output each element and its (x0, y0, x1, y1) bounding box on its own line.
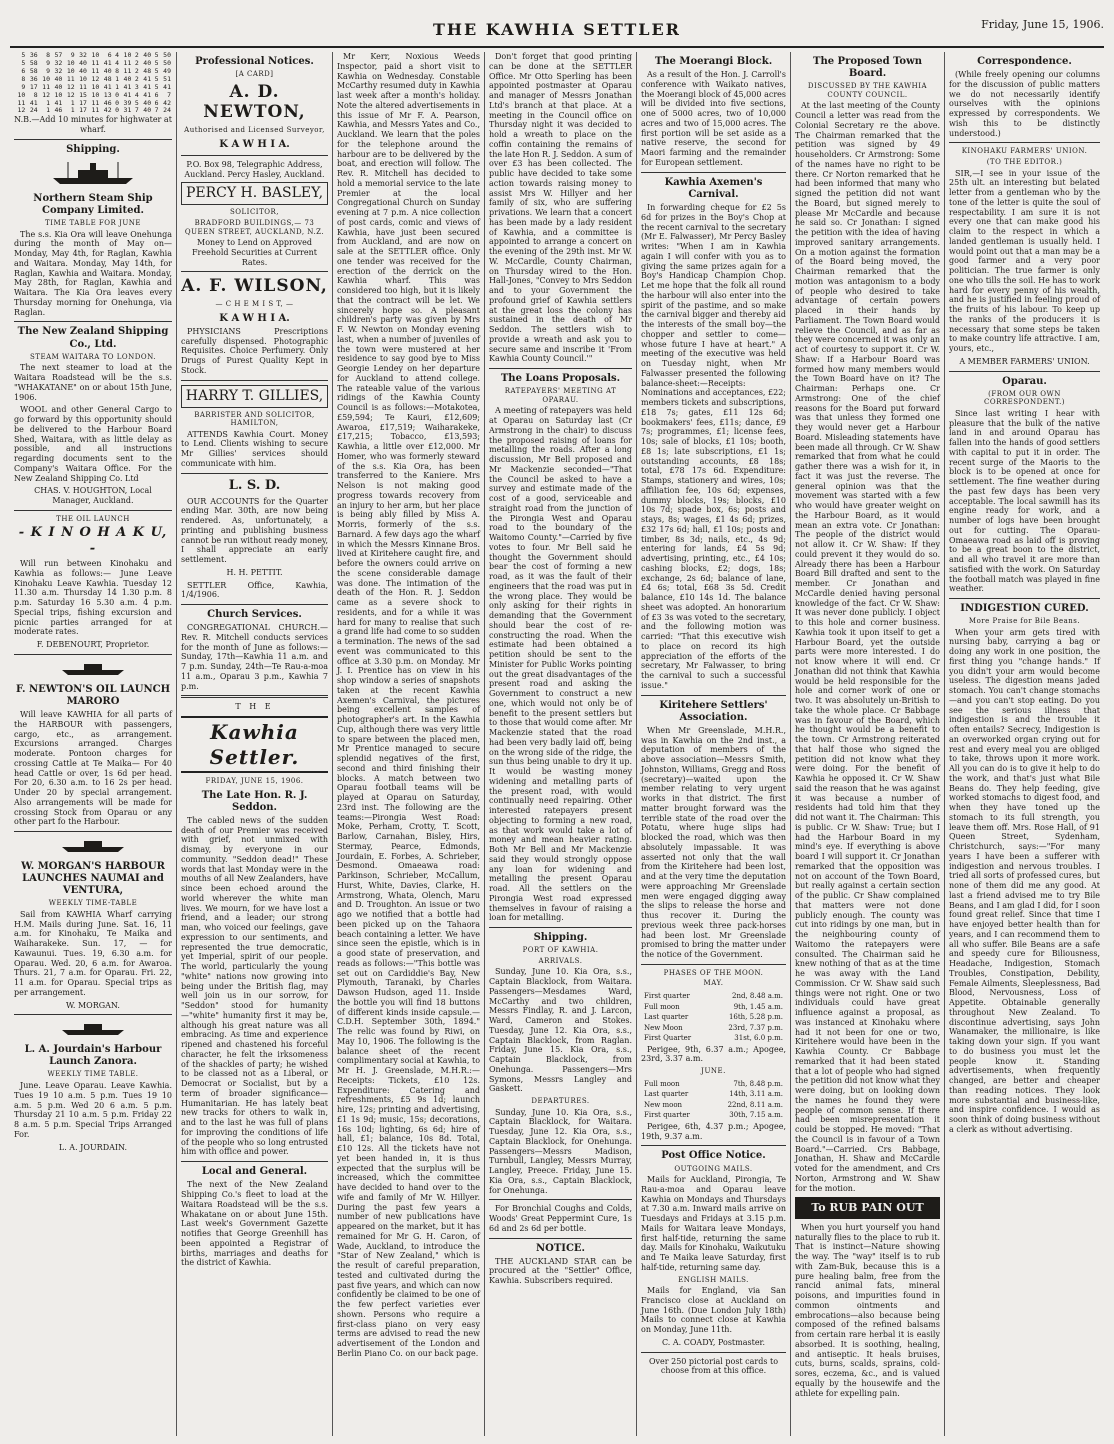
tide-cell: 12 (42, 90, 50, 99)
wilson-place: K A W H I A. (219, 312, 290, 324)
moon-may-note: Perigee, 9th, 6.37 a.m.; Apogee, 23rd, 3.37 a.m. (641, 1044, 786, 1064)
nss-title: Northern Steam Ship Company Limited. (33, 192, 153, 216)
tide-cell: 1 (46, 106, 50, 115)
tide-cell: 9 (70, 52, 75, 59)
moon-phase: Full moon (644, 1002, 680, 1011)
tide-cell: 8 (21, 74, 26, 83)
banner-title: Kawhia Settler. (181, 716, 328, 773)
loans-heading: The Loans Proposals. (500, 373, 621, 384)
tide-cell: 11 (42, 82, 50, 91)
nzs-body: The next steamer to load at the Waitara Roadstead will be the s.s. "WHAKATANE" on or about 15th June, 1906. (14, 363, 172, 402)
masthead-date: Friday, June 15, 1906. (981, 18, 1104, 31)
notice-heading: NOTICE. (535, 1242, 586, 1254)
tide-cell: 41 (143, 82, 152, 91)
nss-timetable: TIME TABLE FOR JUNE (45, 219, 141, 228)
tide-cell: 6 (154, 98, 159, 107)
correspondence-heading: Correspondence. (977, 56, 1072, 67)
steamship-icon (14, 160, 172, 189)
gillies-body: ATTENDS Kawhia Court. Money to Lend. Clients wishing to secure Mr Gillies' services should communicate with him. (181, 429, 328, 468)
wilson-line: — C H E M I S T, — (215, 300, 294, 309)
seddon-body: The cabled news of the sudden death of our Premier was received with grief, not unmixed with dismay, by everyone in our community. "Seddon dead!" These words that last Monday were in the mouths of all New Zealanders, have since been echoed around the world wherever the white man lives. We mourn, for we have lost a friend, and a leader; our strong man, who voiced our feelings, gave expression to our sentiments, and represented the true democratic, yet Imperial, spirit of our people. The world, particularly the young "white" nations now growing into being under the British flag, may well join us in our sorrow, for "Seddon" stood for humanity—"white" humanity first it may be, although his great nature was all embracing. As time and experience ripened and chastened his forceful character, he felt the irksomeness of the shackles of party; he wished to be classed not as a Liberal, or Democrat or Socialist, but by a term of broader significance—Humanitarian. He has lately beat new tracks for others to walk in, and to the last he was full of plans for improving the conditions of life of the people who so long entrusted him with office and power. (181, 815, 328, 1157)
morgan-title: W. MORGAN'S HARBOUR LAUNCHES NAUMAI and VENTURA, (21, 860, 165, 897)
moon-time: 7th, 8.48 p.m. (733, 1079, 783, 1088)
morgan-body: Sail from KAWHIA Wharf carrying H.M. Mails during June. Sat. 16, 11 a.m. for Kinohaku, Te Maika and Waiharakeke. Sun. 17, — for Kawaunui. Tues. 19, 6.30 a.m. for Oparau. Wed. 20, 6 a.m. for Awaroa. Thurs. 21, 7 a.m. for Oparau. Fri. 22, 11 a.m. for Oparau. Special trips as per arrangement. (14, 909, 172, 997)
tide-cell: 10 (79, 74, 87, 83)
nzs-sign: CHAS. V. HOUGHTON, Local Manager, Auckland. (34, 486, 152, 506)
moon-row (643, 1013, 784, 1022)
tide-cell: 9 (46, 58, 50, 67)
tide-cell: 40 (143, 98, 152, 107)
shipping-heading: Shipping. (66, 143, 120, 155)
tide-cell: 41 (163, 82, 171, 91)
tide-cell: 0 (115, 98, 120, 107)
column-1 (10, 52, 176, 1436)
column-3 (332, 52, 484, 1436)
oparau-body: Since last writing I hear with pleasure that the bulk of the native land in and around Oparau has fallen into the hands of good settlers with capital to put it in order. The recent surge of the Maoris to the block is to be opened at once for settlement. The fine weather during the past few days has been very acceptable. The local sawmill has its engine ready for work, and a number of logs have been brought out for cutting. The Oparau-Omaeawa road as laid off is proving to be a great boon to the district, and all who travel it are more than satisfied with the work. On Saturday the football match was played in fine weather. (949, 408, 1100, 594)
tide-cell: 0 (115, 106, 120, 115)
tide-cell: 5 (154, 52, 159, 59)
launch-body: Will run between Kinohaku and Kawhia as follows:— June Leave Kinohaku Leave Kawhia. Tuesday 12 11.30 a.m. Thursday 14 1.30 p.m. 8 p.m. Saturday 16 5.30 a.m. 4 p.m. Special trips, fishing excursion and picnic parties arranged for at moderate rates. (14, 559, 172, 637)
nzs-sub: STEAM WAITARA TO LONDON. (30, 352, 156, 361)
moon-phase: Last quarter (644, 1090, 689, 1099)
local-news-body: Mr Kerr, Noxious Weeds Inspector, paid a short visit to Kawhia on Wednesday. Constable McCarthy resumed duty in Kawhia last week after a month's holiday. Note the altered advertisements in this issue of Mr F. A. Pearson, Kawhia, and Messrs Yates and Co., Auckland. We learn that the poles for the telephone around the harbour are to be delivered by the boat, and erection will follow. The Rev. R. Mitchell has decided to hold a memorial service to the late Premier at the local Congregational Church on Sunday evening at 7 p.m. A nice collection of post cards, comic and views of Kawhia, have just been secured from Auckland, and are now on sale at the SETTLER office. Only one tender was received for the erection of the derrick on the Kawhia wharf. This was considered too high, but it is likely that the contract will be let. We sincerely hope so. A pleasant children's party was given by Mrs F. W. Newton on Monday evening last, when a number of juveniles of the town were mustered at her residence to say good bye to Miss Georgie Lendey on her departure for Auckland to attend college. The rateable value of the various ridings of the Kawhia County Council is as follows:—Motakotea, £59,594; Te Kauri, £12,609; Awaroa, £17,519; Waiharakeke, £17,215; Tobacco, £13,593; Kawhia, a little over £12,000. Mr Homer, who was formerly steward of the s.s. Kia Ora, has been transferred to the Kaniere. Mrs Nelson is not making good progress towards recovery from an injury to her arm, but her place is being ably filled by Miss A. Morris, formerly of the s.s. Barnard. A few days ago the wharf in which the Messrs Kinnane Bros. lived at Kiritehere caught fire, and before the owners could arrive on the scene considerable damage was done. The intimation of the death of the Hon. R. J. Seddon came as a severe shock to residents, and for a while it was hard for many to realise that such a grand life had come to so sudden a termination. The news of the sad event was communicated to this office at 3.30 p.m. on Monday. Mr J. I. Prentice has on view in his shop window a series of snapshots taken at the recent Kawhia Axemen's Carnival, the pictures being excellent samples of photographer's art. In the Kawhia Cup, although there was very little to spare between the placed men, Mr Prentice managed to secure splendid negatives of the first, second and third finishing their blocks. A match between two Oparau football teams will be played at Oparau on Saturday, 23rd inst. The following are the teams:—Pirongia West Road: Moke, Perham, Crotty, T. Scott, Barlow, Carnahan, Bisley, Hirs, Stermay, Pearce, Edmonds, Jourdain, E. Forbes, A. Schrieber, Desmond. Omaeawa road: Parkinson, Schrieber, McCallum, Hurst, White, Davies, Clarke, H. Armstrong, Whata, Olench, Maru and D. Troughton. An issue or two ago we notified that a bottle had been picked up on the Tahaora beach containing a letter. We have since seen the epistle, which is in a good state of preservation, and reads as follows:—"This bottle was set out on Cardiddie's Bay, New Plymouth, Taranaki, by Charles Dawson Hudson, aged 11. Inside the bottle you will find 18 buttons of different kinds inside capsule.—C.D.H. September 30th, 1894." The relic was found by Riwi, on May 10, 1906. The following is the balance sheet of the recent complimentary social at Kawhia, to Mr H. J. Greenslade, M.H.R.:—Receipts: Tickets, £10 12s. Expenditure: Catering and refreshments, £5 9s 1d; launch hire, 12s; printing and advertising, £1 1s 9d; music, 15s; decorations, 16s 10d; lighting, 6s 6d; hire of hall, £1; balance, 10s 8d. Total, £10 12s. All the tickets have not yet been handed in, it is thus expected that the surplus will be increased, which the committee have decided to hand over to the wife and family of Mr W. Hillyer. During the past few years a number of new publications have appeared on the market, but it has remained for Mr G. H. Caron, of Wade, Auckland, to introduce the "Star of New Zealand," which is the result of careful preparation, tested and cultivated during the past five years, and which can now confidently be claimed to be one of the few perfect varieties ever shown. Persons who require a first-class piano on very easy terms are advised to read the new advertisement of the London and Berlin Piano Co. on our back page. (337, 52, 481, 1358)
tide-cell: 41 (143, 90, 152, 99)
tide-cell: 10 (54, 90, 63, 99)
tide-cell: 10 (66, 58, 75, 67)
tide-cell: 6 (21, 66, 26, 75)
tide-cell: 41 (103, 58, 112, 67)
tide-cell: 10 (17, 90, 26, 99)
tide-cell: 6 (154, 90, 159, 99)
moon-june-label: JUNE. (701, 1067, 726, 1076)
tide-cell: 40 (103, 66, 112, 75)
zam-buk-headline: To RUB PAIN OUT (795, 1197, 940, 1218)
tide-cell: 46 (54, 106, 63, 115)
tide-cell: 8 (46, 52, 50, 59)
tide-cell: 57 (54, 52, 63, 59)
tide-cell: 11 (79, 82, 87, 91)
gillies-name: HARRY T. GILLIES, (181, 385, 328, 408)
tide-cell: 17 (79, 98, 87, 107)
tide-cell: 1 (46, 98, 50, 107)
nzs-title: The New Zealand Shipping Co., Ltd. (17, 326, 169, 350)
tide-cell: 32 (79, 52, 87, 59)
moon-row (643, 1080, 784, 1089)
post-heading: Post Office Notice. (661, 1150, 766, 1162)
english-mails-label: ENGLISH MAILS. (678, 1275, 749, 1284)
tide-cell: 6 (107, 52, 112, 59)
moon-row (643, 1101, 784, 1110)
tide-cell: 10 (91, 52, 100, 59)
kinohaku-body: SIR,—I see in your issue of the 25th ult. an interesting but belated letter from a gentleman who by the tone of the letter is quite the soul of respectability. I am sure it is not every one that can make good his claim to the respect in which a landed gentleman is usually held. I would point out that a man may be a good farmer and a very poor politician. The true farmer is only one who tills the soil. He has to work hard for every penny of his wealth, and he is justified in feeling proud of the fruits of his labour. To keep up the ranks of the producers it is necessary that some steps be taken to make country life attractive. I am, yours, etc., (949, 168, 1100, 353)
lsd-body: OUR ACCOUNTS for the Quarter ending Mar. 30th, are now being rendered. As, unfortunately, a printing and publishing business cannot be run without ready money, I shall appreciate an early settlement. (181, 496, 328, 565)
moon-phase: First quarter (644, 1111, 690, 1120)
tide-cell: 9 (21, 82, 26, 91)
newton-line: Authorised and Licensed Surveyor, (184, 126, 325, 135)
tide-cell: 41 (54, 98, 63, 107)
morgan-sub: WEEKLY TIME-TABLE (48, 899, 138, 908)
tide-cell: 1 (115, 74, 120, 83)
tide-cell: 17 (29, 82, 38, 91)
local-body: The next of the New Zealand Shipping Co.'s fleet to load at the Waitara Roadstead will be the s.s. Whakatane on or about June 15th. Last week's Government Gazette notifies that George Greenhill has been appointed a Registrar of births, marriages and deaths for the district of Kawhia. (181, 1180, 328, 1268)
lsd-office: SETTLER Office, Kawhia, 1/4/1906. (181, 580, 328, 600)
oparau-sub: (FROM OUR OWN CORRESPONDENT.) (983, 389, 1066, 407)
jourdain-body: June. Leave Oparau. Leave Kawhia. Tues 19 10 a.m. 5 p.m. Tues 19 10 a.m. 5 p.m. Wed 20 6 a.m. 5 p.m. Thursday 21 10 a.m. 5 p.m. Friday 22 8 a.m. 5 p.m. Special Trips Arranged For. (14, 1081, 172, 1139)
tide-cell: 41 (123, 90, 132, 99)
indigestion-body: When your arm gets tired with nursing baby, carrying a bag or doing any work in one position, the first thing you "change hands." If you didn't your arm would become useless. The digestion means jaded stomach. You can't change stomachs—and you can't stop eating. Do you see the serious illness that indigestion is and the trouble it often entails? Secrecy, Indigestion is an overworked organ crying out for rest and every meal you are obliged to take, throws upon it more work. All you can do is to give it help to do the work, and that's just what Bile Beans do. They help feeding, give worked stomachs to digest food, and when they have toned up the stomach to its full strength, you leave them off. Mrs. Rose Hall, of 91 Queen Street, Sydenham, Christchurch, says:—"For many years I have been a sufferer with indigestion and nervous troubles. I tried all sorts of professed cures, but none of them did me any good. At last a friend advised me to try Bile Beans, and I am glad I did, for I soon found great relief. Since that time I have enjoyed better health than for years, and I can recommend them to all who suffer. Bile Beans are a safe and speedy cure for Biliousness, Headache, Indigestion, Stomach Troubles, Constipation, Debility, Female Ailments, Sleeplessness, Bad Blood, Nervousness, Loss of Appetite. Obtainable generally throughout New Zealand. To discontinue advertising, says John Wanamaker, the millionaire, is like taking down your sign. If you want to do business you must let the people know it. Standing advertisements, when frequently changed, are better and cheaper than reading notices. They look more substantial and business-like, and inspire confidence. I would as soon think of doing business without a clerk as without advertising. (949, 627, 1100, 1134)
notice-body: THE AUCKLAND STAR can be procured at the "Settler" Office, Kawhia. Subscribers required. (489, 1256, 632, 1286)
tide-cell: 5 (134, 98, 139, 107)
tide-cell: 2 (134, 66, 139, 75)
zam-buk-body: When you hurt yourself you hand naturally flies to the place to rub it. That is instinct—Nature showing the way. The "way" itself is to rub with Zam-Buk, because this is a pure healing balm, free from the rancid animal fats, mineral poisons, and impurities found in common ointments and embrocations—also because being composed of the refined balsams from certain rare herbal it is easily absorbed. It is soothing, healing, and antiseptic. It heals bruises, cuts, burns, scalds, sprains, cold-sores, eczema, &c., and is valued equally by the housewife and the athlete for expelling pain. (795, 1222, 940, 1398)
tide-cell: 5 (154, 82, 159, 91)
tide-cell: 10 (91, 90, 100, 99)
column-6 (790, 52, 944, 1436)
post-sub: OUTGOING MAILS. (674, 1164, 753, 1173)
news-top-body: Don't forget that good printing can be done at the SETTLER Office. Mr Otto Sperling has been appointed postmaster at Oparau and manager of Messrs Jonathan Ltd's branch at that place. At a meeting in the Council office on Thursday night it was decided to hold a wreath to place on the coffin containing the remains of the late Hon R. J. Seddon. A sum of over £3 has been collected. The public have decided to take some action towards raising money to assist Mrs W. Hillyer and her family of six, who are suffering privations. We learn that a concert has been made by a lady resident of Kawhia, and a committee is appointed to arrange a concert on the evening of the 29th inst. Mr W. W. McCardle, County Chairman, on Thursday wired to the Hon. Hall-Jones, "Convey to Mrs Seddon and to your Government the profound grief of Kawhia settlers at the great loss the colony has sustained in the death of Mr Seddon. The settlers wish to provide a wreath and ask you to secure same and inscribe it 'From Kawhia County Council.'" (489, 52, 632, 364)
column-5 (636, 52, 790, 1436)
tide-cell: 40 (79, 58, 87, 67)
moon-phase: New moon (644, 1100, 683, 1109)
tide-table (14, 52, 172, 115)
tide-cell: 12 (66, 82, 75, 91)
tide-cell: 4 (134, 90, 139, 99)
moon-time: 2nd, 8.48 a.m. (732, 992, 783, 1000)
tide-cell: 40 (123, 74, 132, 83)
tide-cell: 8 (115, 66, 120, 75)
basley-address: BRADFORD BUILDINGS,— 73 QUEEN STREET, AUCKLAND, N.Z. (184, 219, 325, 236)
kiritehere-body: When Mr Greenslade, M.H.R., was in Kawhia on the 2nd inst., a deputation of members of the above association—Messrs Smith, Johnston, Williams, Gregg and Ross (secretary)—waited upon the member relating to very urgent works in that district. The first matter brought forward was the terrible state of the road over the Potatu, where huge slips had blocked the road, which was then absolutely impassable. It was asserted not only that the wall from the Kiritehere had been lost, and at the very time the deputation were approaching Mr Greenslade men were engaged digging away the slips to release the horse and thus recover it. During the previous week three pack-horses had been lost. Mr Greenslade promised to bring the matter under the notice of the Government. (641, 725, 786, 960)
town-board-heading: The Proposed Town Board. (813, 56, 922, 80)
basley-line: SOLICITOR, (230, 208, 279, 217)
tide-cell: 15 (79, 90, 87, 99)
moon-time: 23rd, 7.37 p.m. (728, 1023, 783, 1032)
lsd-title: L. S. D. (228, 477, 281, 493)
tide-cell: 5 (21, 58, 26, 67)
column-4 (484, 52, 636, 1436)
loans-body: A meeting of ratepayers was held at Oparau on Saturday last (Cr Armstrong in the chair) to discuss the proposed raising of loans for metalling the roads. After a long discussion, Mr Bell proposed and Mr Mackenzie seconded—"That the Council be asked to have a survey and estimate made of the cost of a good, serviceable and straight road from the junction of the Pirongia West and Oparau road to the boundary of the Waitomo County."—Carried by five votes to four. Mr Bell said he thought the Government should bear the cost of forming a new road, as it was the fault of their engineers that the road was put in the wrong place. They would be only asking for their rights in demanding that the Government should bear the cost of re-constructing the road. When the estimate had been obtained a petition should be sent to the Minister for Public Works pointing out the great disadvantages of the present road and asking the Government to construct a new one, which would not only be of benefit to the present settlers but to those that would come after. Mr Mackenzie stated that the road had been very badly laid off, being on the wrong side of the ridge, the sun thus being unable to dry it up. It would be wasting money widening and metalling parts of the present road, with would continually need repairing. Other interested ratepayers present objecting to forming a new road, as that work would take a lot of money and mean heavier rating. Both Mr Bell and Mr Mackenzie said they would strongly oppose any loan for widening and metalling the present Oparau road. All the settlers on the Pirongia West road expressed themselves in favour of raising a loan for metalling. (489, 406, 632, 923)
post-sign: C. A. COADY, Postmaster. (661, 1337, 766, 1347)
moon-phase: New Moon (644, 1023, 683, 1032)
launch-icon (14, 659, 172, 680)
tide-cell: 11 (123, 58, 132, 67)
church-heading: Church Services. (207, 609, 302, 621)
tide-cell: 4 (115, 52, 120, 59)
basley-money: Money to Lend on Approved Freehold Securities at Current Rates. (192, 238, 317, 267)
local-heading: Local and General. (201, 1166, 308, 1178)
arrivals-body: Sunday, June 10. Kia Ora, s.s., Captain Blacklock, from Waitara. Passengers—Mesdames Ward, McCarthy and two children, Messrs Findlay, R. and J. Larcon, Ward, Cameron and Stokes. Tuesday, June 12. Kia Ora, s.s., Captain Blacklock, from Raglan. Friday, June 15. Kia Ora, s.s., Captain Blacklock, from Onehunga. Passengers—Mrs Symons, Messrs Langley and Gaskett. (489, 967, 632, 1094)
tide-cell: 42 (163, 98, 171, 107)
launch-title: THE OIL LAUNCH (56, 514, 130, 523)
tide-cell: 2 (134, 74, 139, 83)
masthead-title: THE KAWHIA SETTLER (433, 20, 681, 39)
moon-phase: First quarter (644, 992, 690, 1000)
tide-cell: 5 (154, 66, 159, 75)
jourdain-sub: WEEKLY TIME TABLE. (47, 1070, 139, 1079)
tide-cell: 10 (123, 52, 132, 59)
tide-cell: 41 (123, 82, 132, 91)
tide-cell: 32 (54, 58, 63, 67)
jourdain-title: L. A. Jourdain's Harbour Launch Zanora. (24, 1044, 162, 1068)
moon-row (643, 1024, 784, 1033)
kiritehere-heading: Kiritehere Settlers' Association. (659, 699, 768, 723)
tide-cell: 31 (123, 106, 132, 115)
shipping-heading-2: Shipping. (533, 932, 588, 943)
coughs-ad: For Bronchial Coughs and Colds, Woods' Great Peppermint Cure, 1s 6d and 2s 6d per bottle. (489, 1204, 632, 1233)
tide-cell: 13 (103, 90, 112, 99)
tide-cell: 10 (66, 66, 75, 75)
card-label: [A CARD] (235, 70, 274, 79)
tide-cell: 7 (167, 90, 171, 99)
wilson-name: A. F. WILSON, (181, 276, 328, 297)
moon-heading: PHASES OF THE MOON. (663, 968, 764, 977)
column-2 (176, 52, 332, 1436)
tide-cell: 24 (29, 106, 38, 115)
oparau-heading: Oparau. (1002, 375, 1047, 387)
moeranga-body: As a result of the Hon. J. Carroll's conference with Waikato natives, the Moerangi block of 45,000 acres will be divided into five sections, one of 5000 acres, two of 10,000 acres and two of 15,000 acres. The first portion will be set aside as a native reserve, the second for Maori farming and the remainder for European settlement. (641, 70, 786, 167)
basley-name: PERCY H. BASLEY, (181, 182, 328, 205)
tide-cell: 5 (154, 58, 159, 67)
departures-body: Sunday, June 10. Kia Ora, s.s., Captain Blacklock, for Waitara. Tuesday, June 12. Kia Ora, s.s., Captain Blacklock, for Onehunga. Passengers—Messrs Madison, Turnbull, Langley, Messrs Murray, Langley, Preece. Friday, June 15. Kia Ora, s.s., Captain Blacklock, for Onehunga. (489, 1107, 632, 1195)
tide-cell: 11 (91, 58, 100, 67)
post-body: Mails for Auckland, Pirongia, Te Rau-a-moa and Oparau leave Kawhia on Mondays and Thursdays at 7.30 a.m. Inward mails arrive on Tuesdays and Fridays at 3.15 p.m. Mails for Waitara leave Mondays, first half-tide, returning the same day. Mails for Kinohaku, Waikutuku and Te Maika leave Saturday, first half-tide, returning same day. (641, 1175, 786, 1272)
tide-cell: 11 (91, 66, 100, 75)
tide-cell: 46 (103, 98, 112, 107)
axemen-body: In forwarding cheque for £2 5s 6d for prizes in the Boy's Chop at the recent carnival to the secretary (Mr E. Falwasser), Mr Percy Basley writes: "When I am in Kawhia again I will confer with you as to giving the same prizes again for a Boy's Handicap Champion Chop. Let me hope that the folk all round the harbour will also enter into the spirit of the pastime, and so make the carnival bigger and thereby aid the interests of the small boy—the chopper and settler to come—whose future I have at heart." A meeting of the executive was held on Tuesday night, when Mr Falwasser presented the following balance-sheet:—Receipts: Nominations and acceptances, £22; members tickets and subscriptions, £18 7s; gates, £11 12s 6d; bookmakers' fees, £11s; dance, £9 7s; programmes, £1; license fees, 10s; sale of blocks, £1 10s; booth, £8 1s; late subscriptions, £1 1s; outstanding accounts, £8 18s; total, £78 17s 6d. Expenditure: Stamps, stationery and wires, 10s; affiliation fee, 10s 6d; expenses, dummy blocks, 19s; blocks, £10 10s 7d; spade box, 6s; posts and stays, 8s; wages, £1 4s 6d; prizes, £32 17s 6d; hall, £1 10s; posts and timber, 8s 3d; nails, etc., 4s 9d; entering for lands, £4 5s 9d; advertising, printing, etc., £4 10s; cashing blocks, £2; dogs, 18s; exchange, 2s 6d; balance of lane, £4 6s; total, £68 3s 5d. Credit balance, £10 14s 1d. The balance sheet was adopted. An honorarium of £3 3s was voted to the secretary, and the following motion was carried: "That this executive wish to place on record its high appreciation of the efforts of the secretary, Mr Falwasser, to bring the carnival to such a successful issue." (641, 203, 786, 690)
tide-cell: 1 (115, 82, 120, 91)
moon-time: 31st, 6.0 p.m. (734, 1034, 783, 1043)
tide-cell: 42 (103, 106, 112, 115)
english-mails-body: Mails for England, via San Francisco close at Auckland on June 16th. (Due London July 18th) Mails to connect close at Kawhia on Monday, June 11th. (641, 1286, 786, 1335)
indigestion-heading: INDIGESTION CURED. (960, 603, 1089, 614)
moon-may-label: MAY. (703, 979, 724, 988)
tide-cell: 11 (91, 98, 100, 107)
moon-time: 9th, 1.45 a.m. (733, 1002, 783, 1011)
moon-phase: Last quarter (644, 1013, 689, 1022)
moon-time: 30th, 7.15 a.m. (729, 1111, 783, 1120)
seddon-heading: The Late Hon. R. J. Seddon. (201, 789, 308, 813)
moon-time: 16th, 5.28 p.m. (728, 1013, 783, 1022)
tide-cell: 12 (17, 106, 26, 115)
tide-cell: 11 (66, 74, 75, 83)
newton-launch-body: Will leave KAWHIA for all parts of the HARBOUR with passengers, cargo, etc., as arrangement. Excursions arranged. Charges moderate. Pontoon charges for crossing Cattle at Te Maika— For 40 head Cattle or over, 1s 6d per head. For 20, 6.30 a.m. to 16 2s per head. Under 20 by special arrangement. Also arrangements will be made for crossing Stock from Oparau or any other part fo the Harbour. (14, 710, 172, 827)
masthead (10, 8, 1104, 48)
kinohaku-to: (TO THE EDITOR.) (986, 157, 1063, 166)
tide-cell: 50 (163, 58, 171, 67)
kinohaku-heading: KINOHAKU FARMERS' UNION. (961, 147, 1088, 156)
port-label: PORT OF KAWHIA. (522, 946, 599, 955)
launch-sign: F. DEBENOURT, Proprietor. (36, 640, 150, 650)
tide-cell: 48 (103, 74, 112, 83)
nss-body: The s.s. Kia Ora will leave Onehunga during the month of May on— Monday, May 4th, for Raglan, Kawhia and Waitara. Monday, May 14th, for Raglan, Kawhia and Waitara. Monday, May 28th, for Raglan, Kawhia and Waitara. The Kia Ora leaves every Thursday morning for Onehunga, via Raglan. (14, 229, 172, 317)
correspondence-note: (While freely opening our columns for the discussion of public matters we do not necessarily identify ourselves with the opinions expressed by correspondents. We wish this to be distinctly understood.) (949, 70, 1100, 138)
indigestion-sub: More Praise for Bile Beans. (968, 617, 1081, 626)
tide-cell: 5 (154, 74, 159, 83)
tide-cell: 11 (17, 98, 26, 107)
tide-cell: 2 (134, 58, 139, 67)
tide-cell: 10 (91, 82, 100, 91)
tide-cell: 40 (143, 52, 152, 59)
tide-cell: 1 (70, 98, 75, 107)
banner-the: T H E (235, 702, 274, 712)
column-7 (944, 52, 1104, 1436)
moon-row (643, 1034, 784, 1043)
moon-time: 14th, 3.11 a.m. (729, 1090, 783, 1099)
newton-place: K A W H I A. (219, 138, 290, 150)
tide-cell: 40 (54, 82, 63, 91)
tide-cell: 40 (54, 74, 63, 83)
tide-cell: 36 (29, 74, 38, 83)
tide-cell: 17 (79, 106, 87, 115)
tide-cell: 11 (91, 106, 100, 115)
tide-cell: 41 (103, 82, 112, 91)
tide-cell: 51 (163, 74, 171, 83)
tide-cell: 58 (29, 58, 38, 67)
newspaper-page (10, 8, 1104, 1436)
town-board-sub: DISCUSSED BY THE KAWHIA COUNTY COUNCIL. (807, 82, 928, 99)
newton-address: P.O. Box 98, Telegraphic Address, Auckland. Percy Hasley, Auckland. (184, 159, 325, 179)
tide-cell: 1 (70, 106, 75, 115)
moon-june-table (641, 1078, 786, 1122)
gillies-line: BARRISTER AND SOLICITOR, HAMILTON, (194, 410, 315, 428)
kinohaku-sign: A MEMBER FARMERS' UNION. (959, 356, 1090, 366)
tide-cell: 2 (134, 52, 139, 59)
tide-cell: 10 (42, 74, 50, 83)
professional-heading: Professional Notices. (195, 56, 314, 67)
tide-cell: 7 (134, 106, 139, 115)
loans-sub: RATEPAYERS' MEETING AT OPARAU. (504, 387, 617, 404)
arrivals-label: ARRIVALS. (538, 956, 583, 965)
tide-cell: 8 (33, 90, 38, 99)
town-board-body: At the last meeting of the County Council a letter was read from the Colonial Secretary re the above. The Chairman remarked that the petition was signed by 49 householders. Cr Armstrong: Some of the names have no right to be there. Cr Norton remarked that he had been informed that many who signed the petition did not want the Board, but signed merely to please Mr McCardle and because he said so. Cr Jonathan: I signed the petition with the idea of having improved sanitary arrangements. On a motion against the formation of the Board being moved, the Chairman remarked that the motion was antagonism to a body of people who desired to take advantage of certain powers placed in their hands by Parliament. The Town Board would relieve the Council, and as far as they were concerned it was only an act of courtesy to support it. Cr W. Shaw: If a Harbour Board was formed how many members would the Town Board have on it? The Chairman: Perhaps one. Cr Armstrong: One of the chief reasons for the Board put forward was that unless they formed one they would never get a Harbour Board. Misleading statements have been made all through. Cr W. Shaw remarked that from what he could gather there was a wish for it, in fact it was just the reverse. The general opinion was that the movement was started with a few who would have greater weight on the Harbour Board, as it would mean an extra vote. Cr Jonathan: The people of the district would not allow it. Cr W. Shaw: If they could prevent it they would do so. Already there has been a Harbour Board Bill drafted and sent to the member. Cr Jonathan and McCardle denied having personal knowledge of the fact. Cr W. Shaw: It was never done publicly. I object to this hole and corner business. Kawhia took it upon itself to get a Harbour Board, yet the outside parts were more interested. I do not know where it will end. Cr Jonathan did not think that Kawhia would be held responsible for the hole and corner work of one or two. It was absolutely un-British to take the whole place. Cr Babbage was in favour of the Board, which he thought would be a benefit to the town. Cr Armstrong reiterated that half those who signed the petition did not know what they were doing. For the benefit of Kawhia he opposed it. Cr W. Shaw said the reason that he was against it was because a number of residents had told him that they did not want it. The Chairman: This is public. Cr W. Shaw: True; but I had the Harbour Board in my mind's eye. If everything is above board I will support it. Cr Jonathan remarked that the opposition was not on account of the Town Board, but really against a certain section of the public. Cr Shaw complained that matters were not done publicly enough. The county was cut into ridings by one man, but in the neighbouring county of Waitomo the ratepayers were consulted. The Chairman said he knew nothing of that as at the time he was away with the Land Commission. Cr W. Shaw said such things were not right. One or two individuals could have great influence against a proposal, as was instanced at Kinohaku where had it not been for one or two, Kiritehere would have been in the Kawhia County. Cr Babbage remarked that it had been stated that a lot of people who had signed the petition did not know what they were doing, but on looking down the names he found they were people of common sense. If there had been misrepresentation it could be stopped. He moved: "That the Council is in favour of a Town Board."—Carried. Crs Babbage, Jonathan, H. Shaw and McCardle voted for the amendment, and Crs Norton, Armstrong and W. Shaw for the motion. (795, 101, 940, 1193)
moon-row (643, 1090, 784, 1099)
newton-name: A. D. NEWTON, (203, 81, 306, 123)
pictorial-ad: Over 250 pictorial post cards to choose from at this office. (648, 1356, 779, 1376)
tide-cell: 41 (29, 98, 38, 107)
tide-cell: 24 (163, 106, 171, 115)
tide-cell: 49 (163, 66, 171, 75)
tide-cell: 3 (134, 82, 139, 91)
tide-cell: 40 (143, 106, 152, 115)
tide-cell: 41 (143, 74, 152, 83)
newton-launch-title: F. NEWTON'S OIL LAUNCH MARORO (15, 683, 171, 707)
tide-row (14, 107, 172, 115)
tide-cell: 11 (123, 66, 132, 75)
jourdain-launch-icon (14, 1019, 172, 1040)
tide-cell: 12 (91, 74, 100, 83)
jourdain-sign: L. A. JOURDAIN. (58, 1142, 128, 1152)
moon-phase: First Quarter (644, 1034, 692, 1043)
moon-phase: Full moon (644, 1079, 680, 1088)
morgan-sign: W. MORGAN. (66, 1000, 120, 1010)
tide-cell: 0 (115, 90, 120, 99)
moon-may-table (641, 990, 786, 1045)
wilson-body: PHYSICIANS Prescriptions carefully dispensed. Photographic Requisites. Choice Perfumery. Only Drugs of Purest Quality Kept in Stock. (181, 326, 328, 375)
church-body: CONGREGATIONAL CHURCH.—Rev. R. Mitchell conducts services for the month of June as follows:— Sunday, 17th—Kawhia 11 a.m. and 7 p.m. Sunday, 24th—Te Rau-a-moa 11 a.m., Oparau 3 p.m., Kawhia 7 p.m. (181, 623, 328, 691)
moeranga-heading: The Moerangi Block. (654, 56, 773, 67)
tide-cell: 7 (154, 106, 159, 115)
tide-cell: 32 (54, 66, 63, 75)
moon-june-note: Perigee, 6th, 4.37 p.m.; Apogee, 19th, 9.37 a.m. (641, 1121, 786, 1141)
moon-row (643, 1003, 784, 1012)
launch-name: - K I N O H A K U, - (18, 525, 168, 557)
columns (10, 52, 1104, 1436)
tide-cell: 12 (66, 90, 75, 99)
tide-cell: 39 (123, 98, 132, 107)
moon-row (643, 1111, 784, 1120)
tide-cell: 5 (21, 52, 26, 59)
tide-cell: 36 (29, 52, 38, 59)
lsd-sign: H. H. PETTIT. (226, 567, 283, 577)
moon-row (643, 992, 784, 1001)
tide-cell: 50 (163, 52, 171, 59)
morgan-launch-icon (14, 836, 172, 857)
tide-note: N.B.—Add 10 minutes for highwater at wharf. (14, 115, 172, 135)
tide-cell: 48 (143, 66, 152, 75)
tide-cell: 58 (29, 66, 38, 75)
moon-time: 22nd, 8.11 a.m. (727, 1100, 783, 1109)
tide-cell: 4 (115, 58, 120, 67)
departures-label: DEPARTURES. (531, 1097, 590, 1105)
axemen-heading: Kawhia Axemen's Carnival. (664, 176, 763, 200)
banner-date: FRIDAY, JUNE 15, 1906. (205, 777, 304, 785)
tide-cell: 40 (143, 58, 152, 67)
nzs-body-2: WOOL and other General Cargo to go forward by this opportunity should be delivered to the Harbour Board Shed, Waitara, with as little delay as possible, and all instructions regarding documents sent to the Company's Waitara Office. For the New Zealand Shipping Co. Ltd (14, 405, 172, 483)
tide-cell: 9 (46, 66, 50, 75)
tide-cell: 40 (79, 66, 87, 75)
